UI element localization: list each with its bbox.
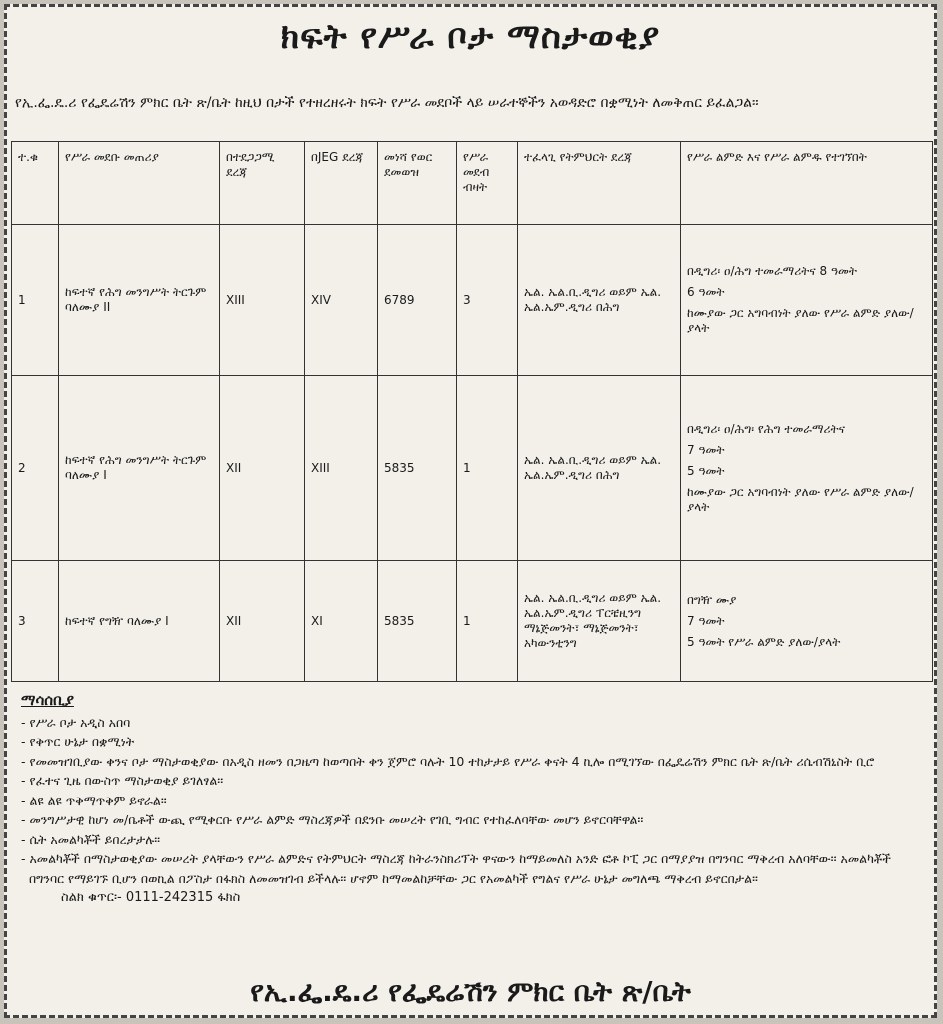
experience-line: በዲግሪ፡ ዐ/ሕግ ተመራማሪትና 8 ዓመት (687, 264, 858, 278)
note-item: - ልዩ ልዩ ጥቅማጥቅም ይኖራል፡፡ (21, 791, 926, 811)
jobs-table (11, 141, 933, 682)
note-item: - አመልካቾች በማስታወቂያው መሠረት ያላቸውን የሥራ ልምድና የትምህርት ማስረጃ ከትራንስክሪፕት ዋናውን ከማይመለስ አንድ ፎቶ ኮፒ ጋር በማያያዝ በግንባር ማቅረብ አለባቸው፡፡ አመልካቾች በግንባር የማይገኙ ቢሆን በወኪል በፖስታ በፋክስ ለመመዝገብ ይችላሉ፡፡ ሆኖም ከማመልከቻቸው ጋር የአመልካች የግልና የሥራ ሁኔታ መግለጫ ማቅረብ ይኖርበታል፡፡ (21, 849, 926, 888)
cell-grade: XII (220, 561, 305, 682)
notes-heading: ማሳሰቢያ (21, 691, 74, 709)
header-jeg: በJEG ደረጃ (305, 142, 378, 225)
cell-title: ከፍተኛ የሕግ መንግሥት ትርጉም ባለሙያ I (59, 376, 220, 561)
cell-education: ኤል. ኤል.ቢ.ዲግሪ ወይም ኤል. ኤል.ኤም.ዲግሪ በሕግ (518, 225, 681, 376)
cell-salary: 5835 (378, 376, 457, 561)
note-item: - የፈተና ጊዜ በውስጥ ማስታወቂያ ይገለፃል፡፡ (21, 771, 926, 791)
notes-section (21, 691, 926, 908)
cell-jeg: XI (305, 561, 378, 682)
experience-line: 6 ዓመት (687, 285, 725, 299)
cell-jeg: XIV (305, 225, 378, 376)
cell-experience (681, 561, 933, 682)
experience-line: 7 ዓመት (687, 442, 725, 457)
cell-education: ኤል. ኤል.ቢ.ዲግሪ ወይም ኤል. ኤል.ኤም.ዲግሪ በሕግ (518, 376, 681, 561)
issuer-signature: የኢ.ፌ.ዴ.ሪ የፌዴሬሽን ምክር ቤት ጽ/ቤት (250, 975, 691, 1008)
header-experience: የሥራ ልምድ እና የሥራ ልምዱ የተገኘበት (681, 142, 933, 225)
header-salary: መነሻ የወር ደመወዝ (378, 142, 457, 225)
cell-no: 2 (12, 376, 59, 561)
note-item: - የቅጥር ሁኔታ በቋሚነት (21, 732, 926, 752)
table-row (12, 561, 933, 682)
intro-paragraph: የኢ.ፌ.ዴ.ሪ የፌዴሬሽን ምክር ቤት ጽ/ቤት ከዚህ በታች የተዘረዘሩት ክፍት የሥራ መደቦች ላይ ሠራተኞችን አወዳድሮ በቋሚነት ለመቅጠር ይፈልጋል፡፡ (15, 95, 759, 111)
cell-title: ከፍተኛ የግዥ ባለሙያ I (59, 561, 220, 682)
cell-education: ኤል. ኤል.ቢ.ዲግሪ ወይም ኤል. ኤል.ኤም.ዲግሪ ፐርቼዚንግ ማኔጅመንት፣ ማኔጅመንት፣ አካውንቲንግ (518, 561, 681, 682)
header-education: ተፈላጊ የትምህርት ደረጃ (518, 142, 681, 225)
experience-line: ከሙያው ጋር አግባብነት ያለው የሥራ ልምድ ያለው/ያላት (687, 306, 914, 335)
experience-line: በዲግሪ፡ ዐ/ሕግ፡ የሕግ ተመራማሪትና (687, 421, 845, 436)
note-item: - መንግሥታዊ ከሆነ መ/ቤቶች ውጪ የሚቀርቡ የሥራ ልምድ ማስረጃዎች በደንቡ መሠረት የገቢ ግብር የተከፈለባቸው መሆን ይኖርባቸዋል፡፡ (21, 810, 926, 830)
cell-experience (681, 376, 933, 561)
cell-salary: 5835 (378, 561, 457, 682)
header-grade: በተደጋጋሚ ደረጃ (220, 142, 305, 225)
cell-no: 3 (12, 561, 59, 682)
table-row (12, 376, 933, 561)
header-count: የሥራ መደብ ብዛት (457, 142, 518, 225)
experience-line: ከሙያው ጋር አግባብነት ያለው የሥራ ልምድ ያለው/ያላት (687, 484, 914, 514)
advertisement-page (4, 4, 937, 1018)
cell-count: 3 (457, 225, 518, 376)
header-title: የሥራ መደቡ መጠሪያ (59, 142, 220, 225)
experience-line: 7 ዓመት (687, 613, 725, 628)
cell-experience (681, 225, 933, 376)
page-title: ክፍት የሥራ ቦታ ማስታወቂያ (280, 17, 661, 57)
note-item: - የሥራ ቦታ አዲስ አበባ (21, 713, 926, 733)
experience-line: 5 ዓመት (687, 463, 725, 478)
note-item: - ሴት አመልካቾች ይበረታታሉ፡፡ (21, 830, 926, 850)
phone-fax-line: ስልክ ቁጥር፡- 0111-242315 ፋክስ (61, 890, 241, 905)
notes-list (21, 713, 926, 889)
cell-jeg: XIII (305, 376, 378, 561)
cell-count: 1 (457, 376, 518, 561)
experience-line: 5 ዓመት የሥራ ልምድ ያለው/ያላት (687, 634, 841, 649)
experience-line: በግዥ ሙያ (687, 592, 737, 607)
cell-title: ከፍተኛ የሕግ መንግሥት ትርጉም ባለሙያ II (59, 225, 220, 376)
table-header-row (12, 142, 933, 225)
table-row (12, 225, 933, 376)
cell-no: 1 (12, 225, 59, 376)
header-no: ተ.ቁ (12, 142, 59, 225)
cell-salary: 6789 (378, 225, 457, 376)
cell-grade: XII (220, 376, 305, 561)
cell-count: 1 (457, 561, 518, 682)
note-item: - የመመዝገቢያው ቀንና ቦታ ማስታወቂያው በአዲስ ዘመን በጋዜጣ ከወጣበት ቀን ጀምሮ ባሉት 10 ተከታታይ የሥራ ቀናት 4 ኪሎ በሚገኘው በፌዴሬሽን ምክር ቤት ጽ/ቤት ሪሴብሽኒስት ቢሮ (21, 752, 926, 772)
cell-grade: XIII (220, 225, 305, 376)
